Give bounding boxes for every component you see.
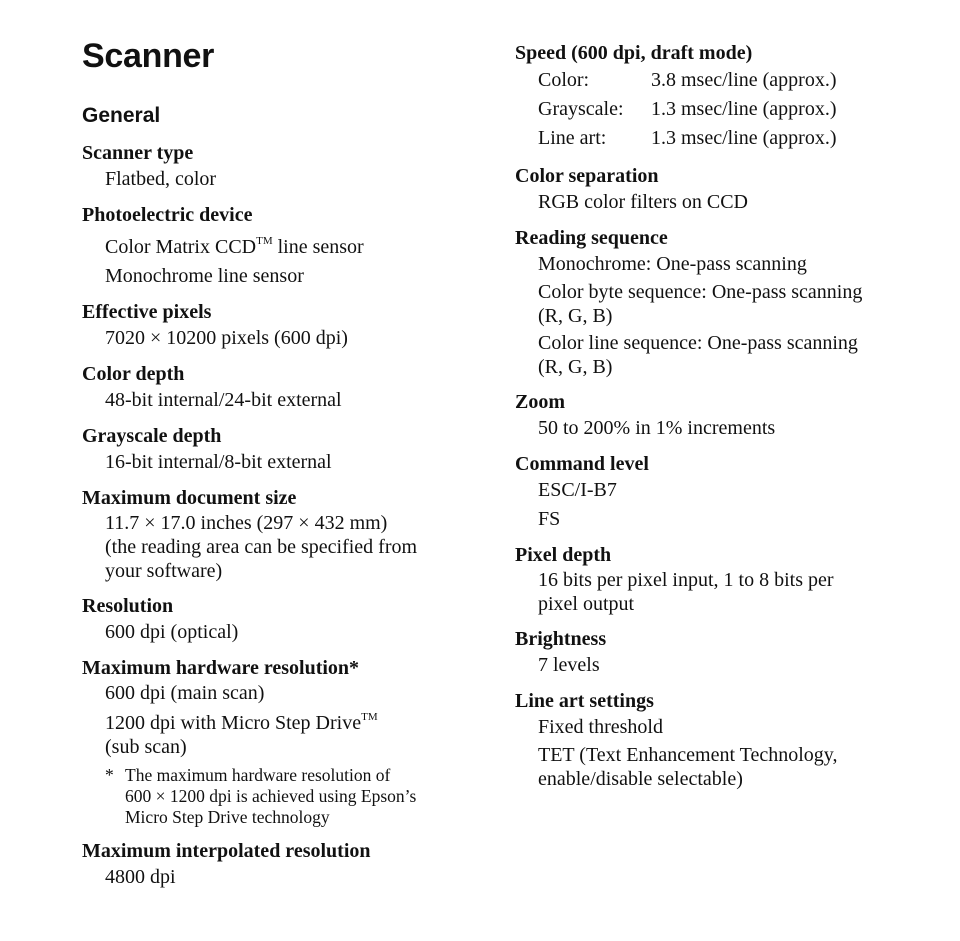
value-effective-pixels: 7020 × 10200 pixels (600 dpi) bbox=[105, 327, 348, 349]
value-photoelectric-line2: Monochrome line sensor bbox=[105, 265, 304, 287]
term-max-document-size: Maximum document size bbox=[82, 487, 297, 509]
footnote-line3: Micro Step Drive technology bbox=[125, 807, 330, 827]
term-speed: Speed (600 dpi, draft mode) bbox=[515, 42, 753, 64]
value-max-document-size-line1: 11.7 × 17.0 inches (297 × 432 mm) bbox=[105, 512, 388, 534]
value-command-level-line1: ESC/I-B7 bbox=[538, 479, 617, 501]
footnote-line1: The maximum hardware resolution of bbox=[125, 765, 391, 785]
value-reading-seq-line4: Color line sequence: One-pass scanning bbox=[538, 332, 858, 354]
value-zoom: 50 to 200% in 1% increments bbox=[538, 417, 776, 439]
term-photoelectric-device: Photoelectric device bbox=[82, 204, 253, 226]
value-command-level-line2: FS bbox=[538, 508, 561, 530]
speed-row-color bbox=[515, 66, 862, 95]
value-line-art-line2: TET (Text Enhancement Technology, bbox=[538, 744, 838, 766]
value-max-document-size-line2: (the reading area can be specified from bbox=[105, 536, 418, 558]
value-scanner-type: Flatbed, color bbox=[105, 168, 217, 190]
term-line-art-settings: Line art settings bbox=[515, 690, 654, 712]
term-color-depth: Color depth bbox=[82, 363, 185, 385]
value-max-interpolated-resolution: 4800 dpi bbox=[105, 866, 176, 888]
term-color-separation: Color separation bbox=[515, 165, 659, 187]
speed-value: 1.3 msec/line (approx.) bbox=[651, 127, 837, 149]
value-max-hw-res-line3: (sub scan) bbox=[105, 736, 187, 758]
footnote bbox=[82, 765, 417, 828]
term-command-level: Command level bbox=[515, 453, 649, 475]
speed-label: Grayscale: bbox=[538, 98, 624, 120]
term-effective-pixels: Effective pixels bbox=[82, 301, 212, 323]
term-scanner-type: Scanner type bbox=[82, 142, 194, 164]
value-line-art-line3: enable/disable selectable) bbox=[538, 768, 743, 790]
section-heading: General bbox=[82, 104, 161, 127]
value-line-art-line1: Fixed threshold bbox=[538, 716, 663, 738]
value-color-separation: RGB color filters on CCD bbox=[538, 191, 748, 213]
term-resolution: Resolution bbox=[82, 595, 174, 617]
speed-label: Color: bbox=[538, 69, 590, 91]
value-resolution: 600 dpi (optical) bbox=[105, 621, 239, 643]
term-grayscale-depth: Grayscale depth bbox=[82, 425, 222, 447]
footnote-line2: 600 × 1200 dpi is achieved using Epson’s bbox=[125, 786, 417, 806]
speed-value: 1.3 msec/line (approx.) bbox=[651, 98, 837, 120]
speed-value: 3.8 msec/line (approx.) bbox=[651, 69, 837, 91]
value-reading-seq-line1: Monochrome: One-pass scanning bbox=[538, 253, 807, 275]
term-pixel-depth: Pixel depth bbox=[515, 544, 612, 566]
value-grayscale-depth: 16-bit internal/8-bit external bbox=[105, 451, 332, 473]
value-photoelectric-line1 bbox=[82, 228, 417, 260]
term-zoom: Zoom bbox=[515, 391, 565, 413]
value-color-depth: 48-bit internal/24-bit external bbox=[105, 389, 342, 411]
speed-row-grayscale bbox=[515, 95, 862, 124]
line-sensor-text: line sensor bbox=[272, 236, 364, 258]
term-max-interpolated-resolution: Maximum interpolated resolution bbox=[82, 840, 371, 862]
value-max-hw-res-line2 bbox=[82, 705, 417, 735]
term-reading-sequence: Reading sequence bbox=[515, 227, 668, 249]
ccd-text: Color Matrix CCD bbox=[105, 236, 257, 258]
term-brightness: Brightness bbox=[515, 628, 607, 650]
value-reading-seq-line2: Color byte sequence: One-pass scanning bbox=[538, 281, 863, 303]
value-pixel-depth-line1: 16 bits per pixel input, 1 to 8 bits per bbox=[538, 569, 834, 591]
value-max-document-size-line3: your software) bbox=[105, 560, 223, 582]
right-spec-list bbox=[515, 40, 862, 791]
speed-row-line-art bbox=[515, 124, 862, 153]
value-pixel-depth-line2: pixel output bbox=[538, 593, 635, 615]
footnote-mark: * bbox=[105, 765, 114, 785]
trademark-mark: TM bbox=[361, 711, 378, 723]
speed-label: Line art: bbox=[538, 127, 607, 149]
page-title: Scanner bbox=[82, 37, 215, 75]
term-max-hardware-resolution: Maximum hardware resolution* bbox=[82, 657, 360, 679]
micro-step-text: 1200 dpi with Micro Step Drive bbox=[105, 712, 362, 734]
value-reading-seq-line5: (R, G, B) bbox=[538, 356, 613, 378]
value-reading-seq-line3: (R, G, B) bbox=[538, 305, 613, 327]
left-spec-list bbox=[82, 140, 417, 890]
value-brightness: 7 levels bbox=[538, 654, 600, 676]
trademark-mark: TM bbox=[256, 235, 273, 247]
value-max-hw-res-line1: 600 dpi (main scan) bbox=[105, 682, 265, 704]
